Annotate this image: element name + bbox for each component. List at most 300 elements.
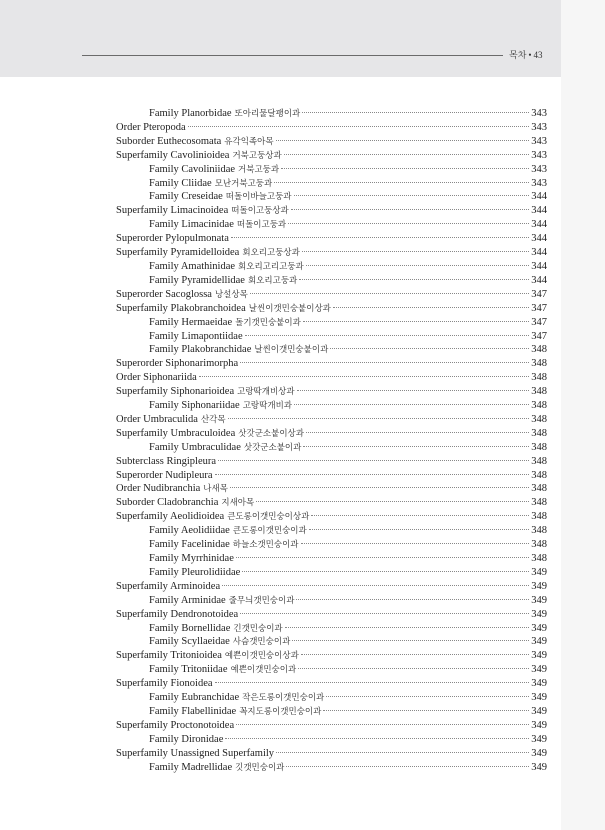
toc-entry-korean-name: 긴갯민숭이과: [233, 623, 283, 634]
toc-entry-rank: Family: [149, 316, 179, 328]
toc-entry-rank: Superfamily: [116, 427, 168, 439]
toc-entry-page-number: 349: [531, 636, 547, 648]
toc-entry-title: [149, 524, 307, 539]
toc-entry-rank: Family: [149, 664, 179, 676]
toc-entry[interactable]: [116, 552, 547, 566]
toc-entry-title: [149, 163, 279, 178]
toc-entry-rank: Superfamily: [116, 608, 168, 620]
dot-leader: [215, 682, 530, 683]
toc-entry-rank: Superfamily: [116, 247, 168, 259]
toc-entry-korean-name: 예쁜이갯민숭이과: [230, 665, 297, 676]
toc-entry-rank: Family: [149, 539, 179, 551]
toc-entry[interactable]: [116, 524, 547, 538]
dot-leader: [231, 237, 529, 238]
toc-entry-taxon-name: Ringipleura: [166, 455, 217, 467]
toc-entry[interactable]: [116, 594, 547, 608]
toc-entry-rank: Superfamily: [116, 302, 168, 314]
toc-entry-taxon-name: Arminoidea: [169, 580, 221, 592]
dot-leader: [333, 307, 529, 308]
toc-entry-page-number: 349: [531, 705, 547, 717]
toc-entry-title: [149, 566, 240, 580]
toc-entry-page-number: 348: [531, 483, 547, 495]
toc-entry-korean-name: 회오리고둥상과: [242, 248, 300, 259]
dot-leader: [228, 418, 530, 419]
toc-entry[interactable]: [116, 357, 547, 371]
toc-entry[interactable]: [116, 135, 547, 149]
section-label: 목차: [509, 50, 527, 60]
toc-entry-korean-name: 큰도롱이갯민숭이상과: [227, 512, 310, 523]
dot-leader: [199, 376, 529, 377]
toc-entry-title: [149, 260, 304, 275]
toc-entry-korean-name: 깃갯민숭이과: [235, 762, 285, 773]
toc-entry-korean-name: 날씬이갯민숭붙이상과: [248, 303, 331, 314]
toc-entry-page-number: 344: [531, 191, 547, 203]
toc-entry[interactable]: [116, 246, 547, 260]
toc-entry-page-number: 349: [531, 594, 547, 606]
toc-entry-korean-name: 삿갓군소붙이과: [243, 442, 302, 453]
toc-entry-korean-name: 산각목: [200, 414, 226, 425]
toc-entry[interactable]: [116, 260, 547, 274]
toc-entry[interactable]: [116, 385, 547, 399]
dot-leader: [288, 223, 529, 224]
toc-entry-taxon-name: Plakobranchidae: [181, 344, 252, 356]
toc-entry-taxon-name: Siphonarimorpha: [165, 358, 239, 370]
toc-entry-taxon-name: Aeolidiidae: [180, 525, 230, 537]
page-edge-strip: [561, 0, 605, 830]
dot-leader: [306, 265, 530, 266]
toc-entry-title: [116, 649, 299, 664]
toc-entry-title: [149, 441, 301, 456]
toc-entry[interactable]: [116, 177, 547, 191]
toc-entry-title: [149, 274, 297, 289]
toc-entry[interactable]: [116, 399, 547, 413]
toc-entry-title: [149, 733, 223, 747]
toc-entry-rank: Family: [149, 622, 179, 634]
toc-entry-rank: Family: [149, 761, 179, 773]
toc-entry-title: [149, 343, 328, 358]
toc-entry-korean-name: 거북고둥상과: [232, 150, 282, 161]
toc-entry-page-number: 347: [531, 316, 547, 328]
toc-entry-taxon-name: Siphonariidae: [181, 400, 240, 412]
toc-entry-rank: Family: [149, 177, 179, 189]
toc-entry[interactable]: [116, 288, 547, 302]
toc-entry-title: [116, 469, 213, 483]
toc-entry-taxon-name: Euthecosomata: [157, 135, 222, 147]
toc-entry-page-number: 344: [531, 219, 547, 231]
toc-entry-page-number: 348: [531, 413, 547, 425]
toc-entry-korean-name: 떠돌이바늘고둥과: [225, 192, 292, 203]
dot-leader: [298, 668, 529, 669]
toc-entry-taxon-name: Aeolidioidea: [169, 511, 225, 523]
toc-entry-rank: Superfamily: [116, 205, 168, 217]
toc-entry-page-number: 348: [531, 539, 547, 551]
toc-entry[interactable]: [116, 469, 547, 483]
toc-entry-korean-name: 모난거북고둥과: [214, 178, 273, 189]
toc-entry[interactable]: [116, 204, 547, 218]
toc-entry-title: [116, 427, 304, 442]
toc-entry-rank: Family: [149, 274, 179, 286]
toc-entry-rank: Superfamily: [116, 747, 168, 759]
toc-entry-taxon-name: Umbraculoidea: [170, 427, 236, 439]
toc-entry-taxon-name: Cavoliniidae: [181, 163, 236, 175]
toc-entry[interactable]: [116, 218, 547, 232]
toc-entry[interactable]: [116, 663, 547, 677]
toc-entry[interactable]: [116, 733, 547, 747]
toc-entry-page-number: 348: [531, 469, 547, 481]
dot-leader: [236, 724, 529, 725]
toc-entry-title: [116, 747, 274, 761]
dot-leader: [291, 209, 530, 210]
toc-entry-taxon-name: Umbraculida: [143, 413, 198, 425]
toc-entry-title: [116, 288, 248, 303]
dot-leader: [294, 404, 529, 405]
toc-entry-korean-name: 또아리물달팽이과: [234, 109, 301, 119]
toc-entry-taxon-name: Nudipleura: [165, 469, 213, 481]
toc-entry-title: [149, 594, 294, 609]
toc-entry[interactable]: [116, 441, 547, 455]
toc-entry-page-number: 349: [531, 678, 547, 690]
toc-entry-title: [116, 246, 300, 261]
toc-entry-title: [149, 663, 296, 678]
toc-entry-taxon-name: Cladobranchia: [157, 497, 219, 509]
toc-entry[interactable]: [116, 371, 547, 385]
toc-entry[interactable]: [116, 455, 547, 469]
running-head-separator: •: [528, 50, 532, 60]
toc-entry-korean-name: 하늘소갯민숭이과: [232, 540, 299, 551]
toc-entry-title: [149, 399, 292, 414]
dot-leader: [299, 279, 529, 280]
toc-entry-page-number: 349: [531, 650, 547, 662]
toc-entry-title: [149, 622, 283, 637]
toc-entry[interactable]: [116, 705, 547, 719]
toc-entry-title: [116, 204, 289, 219]
toc-entry[interactable]: [116, 677, 547, 691]
toc-entry-rank: Family: [149, 260, 179, 272]
dot-leader: [302, 112, 529, 113]
toc-entry-rank: Family: [149, 636, 179, 648]
toc-entry-taxon-name: Pylopulmonata: [165, 233, 229, 245]
toc-entry[interactable]: [116, 538, 547, 552]
toc-entry-rank: Superorder: [116, 233, 163, 245]
toc-entry-title: [149, 691, 324, 706]
toc-entry[interactable]: [116, 761, 547, 775]
toc-entry[interactable]: [116, 566, 547, 580]
toc-entry[interactable]: [116, 107, 547, 121]
toc-entry-rank: Superfamily: [116, 678, 168, 690]
toc-entry-title: [149, 316, 301, 331]
toc-entry-rank: Superfamily: [116, 149, 168, 161]
toc-entry-taxon-name: Facelinidae: [181, 539, 230, 551]
toc-entry[interactable]: [116, 691, 547, 705]
toc-entry-taxon-name: Limacinoidea: [170, 205, 229, 217]
dot-leader: [276, 140, 530, 141]
toc-entry[interactable]: [116, 608, 547, 622]
dot-leader: [242, 571, 529, 572]
toc-entry-korean-name: 거북고둥과: [238, 164, 280, 175]
toc-entry-taxon-name: Sacoglossa: [165, 288, 212, 300]
toc-entry-korean-name: 고랑딱개비상과: [237, 387, 295, 398]
toc-entry[interactable]: [116, 190, 547, 204]
toc-entry[interactable]: [116, 496, 547, 510]
table-of-contents: [116, 107, 547, 775]
toc-entry-rank: Suborder: [116, 497, 155, 509]
dot-leader: [302, 251, 529, 252]
toc-entry-rank: Superorder: [116, 469, 163, 481]
dot-leader: [285, 627, 530, 628]
dot-leader: [326, 696, 529, 697]
toc-entry-korean-name: 작은도롱이갯민숭이과: [242, 693, 325, 704]
toc-entry-korean-name: 삿갓군소붙이상과: [238, 428, 304, 439]
toc-entry-taxon-name: Madrellidae: [181, 761, 233, 773]
toc-entry-taxon-name: Nudibranchia: [143, 483, 201, 495]
toc-entry-page-number: 349: [531, 566, 547, 578]
dot-leader: [256, 501, 529, 502]
toc-entry-rank: Family: [149, 733, 179, 745]
toc-entry-page-number: 344: [531, 247, 547, 259]
toc-entry[interactable]: [116, 302, 547, 316]
toc-entry-title: [116, 510, 309, 525]
toc-entry-korean-name: 낭설상목: [214, 289, 248, 300]
dot-leader: [218, 460, 529, 461]
toc-entry[interactable]: [116, 649, 547, 663]
dot-leader: [292, 640, 529, 641]
toc-entry-page-number: 348: [531, 455, 547, 467]
toc-entry-rank: Superorder: [116, 288, 163, 300]
toc-entry-taxon-name: Pyramidelloidea: [170, 247, 240, 259]
toc-entry-taxon-name: Hermaeidae: [181, 316, 233, 328]
toc-entry-rank: Superfamily: [116, 511, 168, 523]
dot-leader: [286, 766, 529, 767]
dot-leader: [303, 446, 529, 447]
toc-entry-page-number: 349: [531, 761, 547, 773]
toc-entry-title: [116, 121, 186, 135]
toc-entry-rank: Family: [149, 566, 179, 578]
dot-leader: [281, 168, 529, 169]
toc-entry[interactable]: [116, 316, 547, 330]
toc-entry-rank: Suborder: [116, 135, 155, 147]
toc-entry-taxon-name: Pleurolidiidae: [181, 566, 241, 578]
toc-entry-page-number: 343: [531, 121, 547, 133]
toc-entry-korean-name: 큰도롱이갯민숭이과: [232, 526, 307, 537]
toc-entry-taxon-name: Tritonioidea: [170, 650, 222, 662]
dot-leader: [301, 654, 529, 655]
toc-entry-korean-name: 사슴갯민숭이과: [232, 637, 291, 648]
toc-entry-page-number: 344: [531, 205, 547, 217]
dot-leader: [215, 474, 530, 475]
toc-entry-taxon-name: Plakobranchoidea: [170, 302, 246, 314]
toc-entry-title: [116, 385, 295, 400]
toc-entry[interactable]: [116, 427, 547, 441]
toc-entry-page-number: 347: [531, 302, 547, 314]
toc-entry-title: [116, 149, 282, 164]
toc-entry-rank: Family: [149, 705, 179, 717]
toc-entry-page-number: 348: [531, 344, 547, 356]
toc-entry-taxon-name: Myrrhinidae: [181, 553, 234, 564]
toc-entry-korean-name: 예쁜이갯민숭이상과: [224, 651, 299, 662]
toc-entry-title: [149, 705, 321, 720]
toc-entry-page-number: 347: [531, 330, 547, 342]
toc-entry-rank: Superfamily: [116, 580, 168, 592]
dot-leader: [301, 543, 530, 544]
toc-entry-taxon-name: Limapontiidae: [181, 330, 243, 342]
dot-leader: [306, 432, 529, 433]
toc-entry-taxon-name: Fionoidea: [170, 678, 213, 690]
toc-entry-page-number: 343: [531, 177, 547, 189]
running-head: [509, 49, 561, 61]
toc-entry-title: [149, 218, 286, 233]
toc-entry-rank: Family: [149, 330, 179, 342]
dot-leader: [276, 752, 529, 753]
toc-entry-rank: Superfamily: [116, 650, 168, 662]
toc-entry-korean-name: 날씬이갯민숭붙이과: [254, 345, 329, 356]
toc-entry[interactable]: [116, 343, 547, 357]
toc-entry-korean-name: 고랑딱개비과: [242, 401, 292, 412]
toc-entry[interactable]: [116, 163, 547, 177]
toc-entry-title: [116, 371, 197, 385]
toc-entry-korean-name: 나새목: [203, 484, 228, 495]
toc-entry-page-number: 349: [531, 580, 547, 592]
toc-entry-rank: Order: [116, 121, 141, 133]
toc-entry-page-number: 349: [531, 733, 547, 745]
toc-entry-page-number: 344: [531, 233, 547, 245]
toc-entry-page-number: 348: [531, 386, 547, 398]
toc-entry-title: [116, 580, 220, 594]
toc-entry-page-number: 343: [531, 135, 547, 147]
toc-entry-taxon-name: Eubranchidae: [181, 692, 240, 704]
toc-entry-title: [149, 552, 234, 566]
toc-entry-title: [116, 357, 238, 371]
toc-entry-korean-name: 회오리고리고둥과: [238, 261, 304, 272]
toc-entry-page-number: 343: [531, 149, 547, 161]
toc-entry-taxon-name: Limacinidae: [181, 219, 234, 231]
toc-entry[interactable]: [116, 149, 547, 163]
toc-entry-rank: Family: [149, 400, 179, 412]
toc-entry[interactable]: [116, 232, 547, 246]
header-band: [0, 0, 561, 77]
toc-entry-taxon-name: Siphonarioidea: [170, 386, 235, 398]
toc-entry-taxon-name: Dironidae: [181, 733, 224, 745]
toc-entry[interactable]: [116, 622, 547, 636]
toc-entry-title: [116, 482, 228, 497]
toc-entry-page-number: 348: [531, 511, 547, 523]
toc-entry-title: [149, 177, 272, 192]
toc-entry-title: [116, 719, 234, 733]
header-rule: [82, 55, 503, 56]
toc-entry-page-number: 348: [531, 400, 547, 412]
toc-entry-title: [149, 107, 300, 122]
toc-entry-taxon-name: Bornellidae: [181, 622, 231, 634]
toc-entry-page-number: 348: [531, 372, 547, 384]
toc-entry-page-number: 348: [531, 525, 547, 537]
toc-entry[interactable]: [116, 580, 547, 594]
toc-entry-korean-name: 지새아목: [221, 498, 255, 509]
toc-entry-korean-name: 떠돌이고둥과: [236, 220, 287, 231]
toc-entry-title: [149, 190, 292, 205]
toc-entry-korean-name: 줄무늬갯민숭이과: [228, 595, 295, 606]
toc-entry-page-number: 343: [531, 108, 547, 119]
toc-entry[interactable]: [116, 330, 547, 344]
dot-leader: [274, 182, 529, 183]
toc-entry-taxon-name: Siphonariida: [143, 372, 197, 384]
toc-entry[interactable]: [116, 121, 547, 135]
toc-entry-rank: Superorder: [116, 358, 163, 370]
toc-entry-rank: Family: [149, 692, 179, 704]
toc-entry-taxon-name: Planorbidae: [181, 108, 232, 119]
toc-entry-page-number: 344: [531, 274, 547, 286]
toc-entry-title: [116, 302, 331, 317]
toc-entry-page-number: 348: [531, 441, 547, 453]
toc-entry-taxon-name: Pyramidellidae: [181, 274, 245, 286]
toc-entry-taxon-name: Scyllaeidae: [181, 636, 230, 648]
toc-entry[interactable]: [116, 635, 547, 649]
toc-entry-page-number: 349: [531, 692, 547, 704]
toc-entry-rank: Superfamily: [116, 386, 168, 398]
toc-entry[interactable]: [116, 747, 547, 761]
toc-entry-title: [116, 677, 213, 691]
toc-entry-page-number: 349: [531, 664, 547, 676]
dot-leader: [222, 585, 529, 586]
toc-entry-rank: Family: [149, 553, 179, 564]
toc-entry-rank: Family: [149, 441, 179, 453]
toc-entry-title: [116, 135, 274, 150]
toc-entry-page-number: 349: [531, 719, 547, 731]
toc-entry[interactable]: [116, 413, 547, 427]
toc-entry-taxon-name: Dendronotoidea: [170, 608, 239, 620]
dot-leader: [245, 335, 530, 336]
toc-entry-korean-name: 돌기갯민숭붙이과: [235, 317, 301, 328]
toc-entry-title: [116, 608, 238, 622]
toc-entry-page-number: 348: [531, 553, 547, 564]
toc-entry-page-number: 348: [531, 497, 547, 509]
toc-entry[interactable]: [116, 482, 547, 496]
toc-entry-taxon-name: Umbraculidae: [181, 441, 241, 453]
toc-entry-korean-name: 떠돌이고둥상과: [231, 206, 289, 217]
dot-leader: [236, 557, 529, 558]
toc-entry-taxon-name: Unassigned Superfamily: [170, 747, 275, 759]
toc-entry-rank: Order: [116, 483, 141, 495]
toc-entry[interactable]: [116, 719, 547, 733]
toc-entry-taxon-name: Cavolinioidea: [170, 149, 230, 161]
toc-entry-rank: Superfamily: [116, 719, 168, 731]
toc-entry-title: [149, 330, 243, 344]
dot-leader: [284, 154, 530, 155]
toc-entry-taxon-name: Pteropoda: [143, 121, 186, 133]
dot-leader: [230, 487, 529, 488]
toc-entry-rank: Subterclass: [116, 455, 164, 467]
toc-entry-rank: Family: [149, 163, 179, 175]
toc-entry-rank: Family: [149, 219, 179, 231]
toc-entry-title: [116, 413, 226, 428]
toc-entry-taxon-name: Amathinidae: [180, 260, 236, 272]
toc-entry-korean-name: 유각익족아목: [224, 136, 274, 147]
toc-entry-page-number: 344: [531, 260, 547, 272]
dot-leader: [323, 710, 529, 711]
dot-leader: [330, 348, 529, 349]
dot-leader: [240, 362, 529, 363]
toc-entry[interactable]: [116, 510, 547, 524]
toc-entry-rank: Family: [149, 525, 179, 537]
toc-entry-taxon-name: Creseidae: [181, 191, 223, 203]
dot-leader: [311, 515, 529, 516]
page-number: 43: [533, 50, 543, 60]
toc-entry[interactable]: [116, 274, 547, 288]
toc-entry-rank: Order: [116, 413, 141, 425]
toc-entry-taxon-name: Proctonotoidea: [170, 719, 235, 731]
dot-leader: [188, 126, 530, 127]
toc-entry-taxon-name: Arminidae: [180, 594, 226, 606]
toc-entry-title: [116, 496, 254, 511]
toc-entry-page-number: 349: [531, 608, 547, 620]
